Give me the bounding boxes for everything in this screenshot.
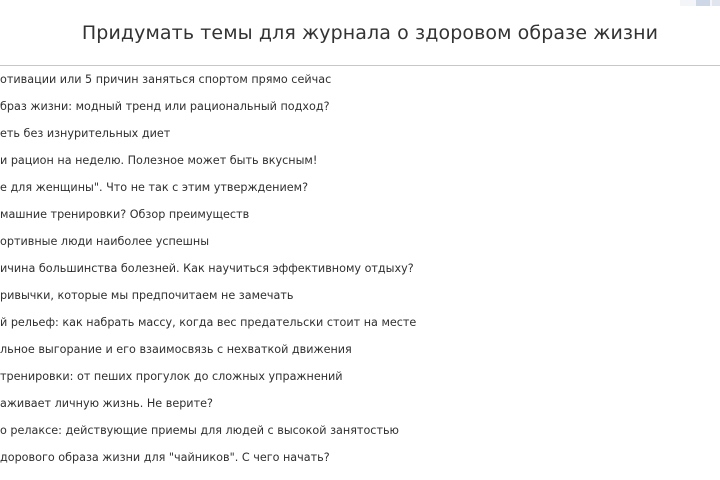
- list-item: дорового образа жизни для "чайников". С чего начать?: [0, 451, 330, 464]
- list-item: о релаксе: действующие приемы для людей с высокой занятостью: [0, 424, 399, 437]
- list-item: машние тренировки? Обзор преимуществ: [0, 208, 250, 221]
- top-right-corner-decoration: [680, 0, 720, 6]
- list-item: ортивные люди наиболее успешны: [0, 235, 210, 248]
- list-item: браз жизни: модный тренд или рациональный подход?: [0, 100, 330, 113]
- list-item: отивации или 5 причин заняться спортом прямо сейчас: [0, 73, 332, 86]
- page-title: Придумать темы для журнала о здоровом образе жизни: [81, 22, 659, 44]
- topics-list: [0, 66, 720, 471]
- corner-block: [696, 0, 710, 6]
- list-item: ичина большинства болезней. Как научиться эффективному отдыху?: [0, 262, 414, 275]
- corner-block-edge: [712, 0, 720, 6]
- list-item: льное выгорание и его взаимосвязь с нехваткой движения: [0, 343, 352, 356]
- list-item: ривычки, которые мы предпочитаем не замечать: [0, 289, 294, 302]
- list-item: еть без изнурительных диет: [0, 127, 171, 140]
- list-item: аживает личную жизнь. Не верите?: [0, 397, 213, 410]
- list-item: й рельеф: как набрать массу, когда вес предательски стоит на месте: [0, 316, 417, 329]
- list-item: и рацион на неделю. Полезное может быть вкусным!: [0, 154, 318, 167]
- list-item: е для женщины". Что не так с этим утверждением?: [0, 181, 309, 194]
- list-item: тренировки: от пеших прогулок до сложных упражнений: [0, 370, 343, 383]
